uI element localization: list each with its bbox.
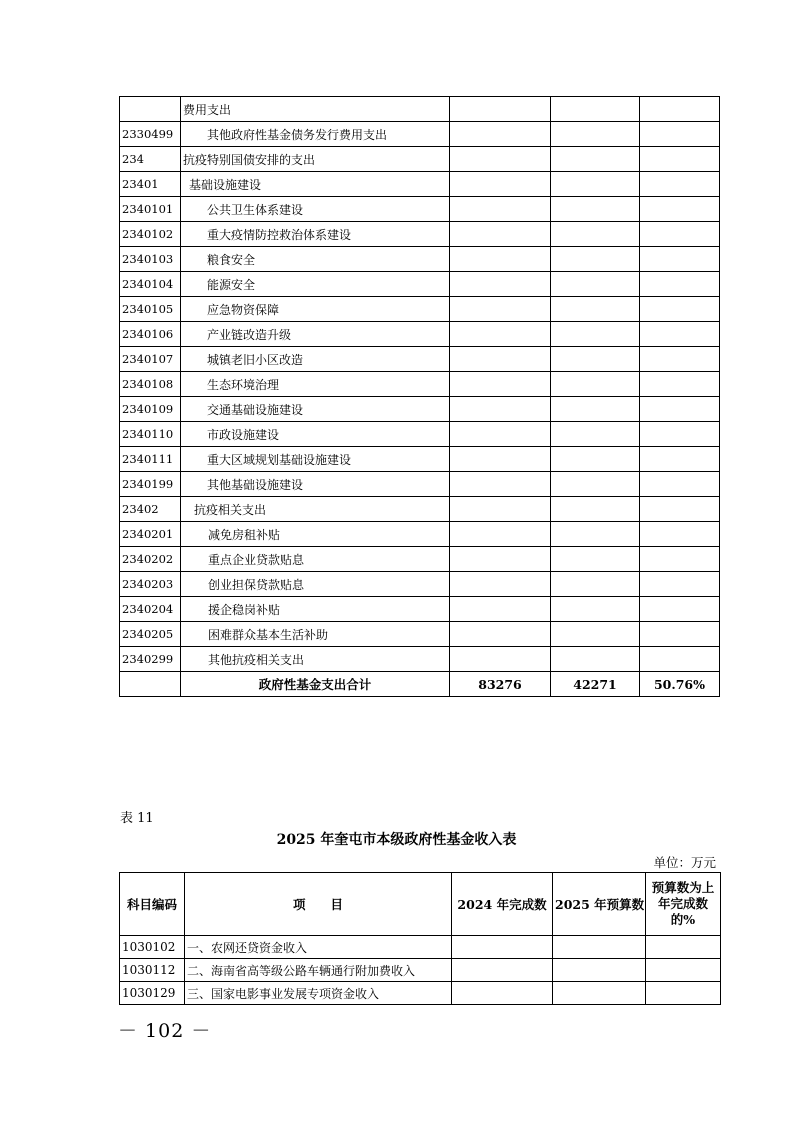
cell-2025 <box>551 297 640 322</box>
cell-2024 <box>452 982 553 1005</box>
subject-code: 1030129 <box>120 982 185 1005</box>
table-row <box>120 497 720 522</box>
subject-code: 2340203 <box>120 572 181 597</box>
cell-2024 <box>450 147 551 172</box>
cell-2025 <box>553 982 646 1005</box>
subject-code: 2340104 <box>120 272 181 297</box>
cell-2024 <box>450 322 551 347</box>
item-name: 其他基础设施建设 <box>181 472 450 497</box>
item-name: 市政设施建设 <box>181 422 450 447</box>
header-code: 科目编码 <box>120 873 185 936</box>
cell-ratio <box>646 936 721 959</box>
cell-2025 <box>553 959 646 982</box>
item-name: 抗疫特别国债安排的支出 <box>181 147 450 172</box>
cell-ratio <box>640 322 720 347</box>
header-ratio: 预算数为上年完成数的% <box>646 873 721 936</box>
table-row <box>120 597 720 622</box>
cell-2024 <box>450 347 551 372</box>
cell-2025 <box>551 372 640 397</box>
cell-2025 <box>551 147 640 172</box>
cell-2024 <box>450 272 551 297</box>
cell-2024 <box>450 197 551 222</box>
subject-code: 2340102 <box>120 222 181 247</box>
cell-2025 <box>551 497 640 522</box>
cell-ratio <box>640 272 720 297</box>
cell-2025 <box>551 247 640 272</box>
cell-ratio <box>640 172 720 197</box>
cell-2025 <box>551 197 640 222</box>
cell-2024 <box>450 647 551 672</box>
item-name: 费用支出 <box>181 97 450 122</box>
cell-ratio <box>646 982 721 1005</box>
cell-ratio <box>640 372 720 397</box>
cell-2025 <box>551 447 640 472</box>
table-title: 2025 年奎屯市本级政府性基金收入表 <box>276 832 517 848</box>
subject-code: 2340106 <box>120 322 181 347</box>
total-ratio: 50.76% <box>640 672 720 697</box>
subject-code: 2340204 <box>120 597 181 622</box>
total-code <box>120 672 181 697</box>
item-name: 城镇老旧小区改造 <box>181 347 450 372</box>
table-row <box>120 522 720 547</box>
item-name: 二、海南省高等级公路车辆通行附加费收入 <box>185 959 452 982</box>
cell-2024 <box>450 247 551 272</box>
item-name: 能源安全 <box>181 272 450 297</box>
cell-2024 <box>450 472 551 497</box>
subject-code: 2340109 <box>120 397 181 422</box>
cell-ratio <box>640 547 720 572</box>
total-label: 政府性基金支出合计 <box>181 672 450 697</box>
item-name: 其他抗疫相关支出 <box>181 647 450 672</box>
cell-ratio <box>640 522 720 547</box>
cell-ratio <box>640 472 720 497</box>
table-row <box>120 447 720 472</box>
subject-code: 2340110 <box>120 422 181 447</box>
cell-2025 <box>551 97 640 122</box>
cell-ratio <box>640 97 720 122</box>
subject-code: 2340101 <box>120 197 181 222</box>
table-row <box>120 547 720 572</box>
item-name: 三、国家电影事业发展专项资金收入 <box>185 982 452 1005</box>
cell-2025 <box>551 472 640 497</box>
cell-2025 <box>551 522 640 547</box>
cell-2025 <box>553 936 646 959</box>
subject-code: 23401 <box>120 172 181 197</box>
table-row <box>120 347 720 372</box>
table-row <box>120 247 720 272</box>
cell-2024 <box>450 447 551 472</box>
revenue-table <box>119 872 721 1005</box>
cell-2025 <box>551 572 640 597</box>
header-2025-budget: 2025 年预算数 <box>553 873 646 936</box>
cell-2025 <box>551 122 640 147</box>
cell-ratio <box>640 447 720 472</box>
cell-2025 <box>551 647 640 672</box>
table-row <box>120 297 720 322</box>
item-name: 重大疫情防控救治体系建设 <box>181 222 450 247</box>
total-row <box>120 672 720 697</box>
table-row <box>120 272 720 297</box>
item-name: 生态环境治理 <box>181 372 450 397</box>
cell-2024 <box>450 297 551 322</box>
item-name: 重点企业贷款贴息 <box>181 547 450 572</box>
item-name: 粮食安全 <box>181 247 450 272</box>
subject-code <box>120 97 181 122</box>
cell-2025 <box>551 547 640 572</box>
cell-2025 <box>551 422 640 447</box>
cell-2024 <box>450 622 551 647</box>
subject-code: 23402 <box>120 497 181 522</box>
subject-code: 2340199 <box>120 472 181 497</box>
cell-2024 <box>450 422 551 447</box>
cell-ratio <box>640 247 720 272</box>
cell-2025 <box>551 172 640 197</box>
cell-2025 <box>551 597 640 622</box>
cell-2024 <box>450 522 551 547</box>
cell-ratio <box>640 572 720 597</box>
table-row <box>120 647 720 672</box>
item-name: 重大区域规划基础设施建设 <box>181 447 450 472</box>
item-name: 其他政府性基金债务发行费用支出 <box>181 122 450 147</box>
item-name: 应急物资保障 <box>181 297 450 322</box>
cell-2024 <box>450 572 551 597</box>
subject-code: 1030112 <box>120 959 185 982</box>
cell-ratio <box>640 647 720 672</box>
item-name: 基础设施建设 <box>181 172 450 197</box>
subject-code: 2340201 <box>120 522 181 547</box>
cell-ratio <box>640 597 720 622</box>
header-item: 项 目 <box>185 873 452 936</box>
table-row <box>120 172 720 197</box>
subject-code: 2340202 <box>120 547 181 572</box>
table-row <box>120 572 720 597</box>
item-name: 交通基础设施建设 <box>181 397 450 422</box>
table-row <box>120 322 720 347</box>
total-2024: 83276 <box>450 672 551 697</box>
cell-2024 <box>450 172 551 197</box>
cell-ratio <box>640 197 720 222</box>
header-2024-actual: 2024 年完成数 <box>452 873 553 936</box>
table-row <box>120 197 720 222</box>
cell-ratio <box>640 397 720 422</box>
item-name: 抗疫相关支出 <box>181 497 450 522</box>
item-name: 创业担保贷款贴息 <box>181 572 450 597</box>
cell-ratio <box>640 422 720 447</box>
subject-code: 2340108 <box>120 372 181 397</box>
item-name: 产业链改造升级 <box>181 322 450 347</box>
item-name: 困难群众基本生活补助 <box>181 622 450 647</box>
item-name: 一、农网还贷资金收入 <box>185 936 452 959</box>
subject-code: 2340299 <box>120 647 181 672</box>
cell-2024 <box>450 97 551 122</box>
table-row <box>120 472 720 497</box>
cell-ratio <box>640 347 720 372</box>
subject-code: 1030102 <box>120 936 185 959</box>
item-name: 公共卫生体系建设 <box>181 197 450 222</box>
table-row <box>120 959 721 982</box>
subject-code: 2330499 <box>120 122 181 147</box>
cell-2024 <box>452 936 553 959</box>
table-row <box>120 147 720 172</box>
cell-ratio <box>640 297 720 322</box>
cell-ratio <box>640 222 720 247</box>
cell-ratio <box>640 622 720 647</box>
table-row <box>120 422 720 447</box>
table-row <box>120 982 721 1005</box>
cell-ratio <box>640 122 720 147</box>
cell-ratio <box>640 497 720 522</box>
cell-2025 <box>551 397 640 422</box>
cell-2024 <box>450 222 551 247</box>
subject-code: 2340111 <box>120 447 181 472</box>
table-row <box>120 622 720 647</box>
subject-code: 2340107 <box>120 347 181 372</box>
page-number: － 102 － <box>118 1020 212 1042</box>
table-row <box>120 936 721 959</box>
table-label: 表 11 <box>120 811 154 826</box>
cell-2024 <box>450 122 551 147</box>
unit-label: 单位：万元 <box>653 855 716 870</box>
table-header-row <box>120 873 721 936</box>
cell-ratio <box>640 147 720 172</box>
table-row <box>120 122 720 147</box>
item-name: 援企稳岗补贴 <box>181 597 450 622</box>
subject-code: 234 <box>120 147 181 172</box>
cell-2025 <box>551 622 640 647</box>
item-name: 减免房租补贴 <box>181 522 450 547</box>
subject-code: 2340103 <box>120 247 181 272</box>
total-2025: 42271 <box>551 672 640 697</box>
cell-2024 <box>450 547 551 572</box>
subject-code: 2340205 <box>120 622 181 647</box>
cell-2025 <box>551 272 640 297</box>
table-row <box>120 222 720 247</box>
subject-code: 2340105 <box>120 297 181 322</box>
cell-2024 <box>450 372 551 397</box>
table-row <box>120 372 720 397</box>
cell-2024 <box>450 397 551 422</box>
cell-2025 <box>551 322 640 347</box>
cell-2025 <box>551 222 640 247</box>
table-row <box>120 97 720 122</box>
cell-2025 <box>551 347 640 372</box>
cell-2024 <box>452 959 553 982</box>
cell-2024 <box>450 497 551 522</box>
cell-2024 <box>450 597 551 622</box>
table-row <box>120 397 720 422</box>
expenditure-table <box>119 96 720 697</box>
cell-ratio <box>646 959 721 982</box>
